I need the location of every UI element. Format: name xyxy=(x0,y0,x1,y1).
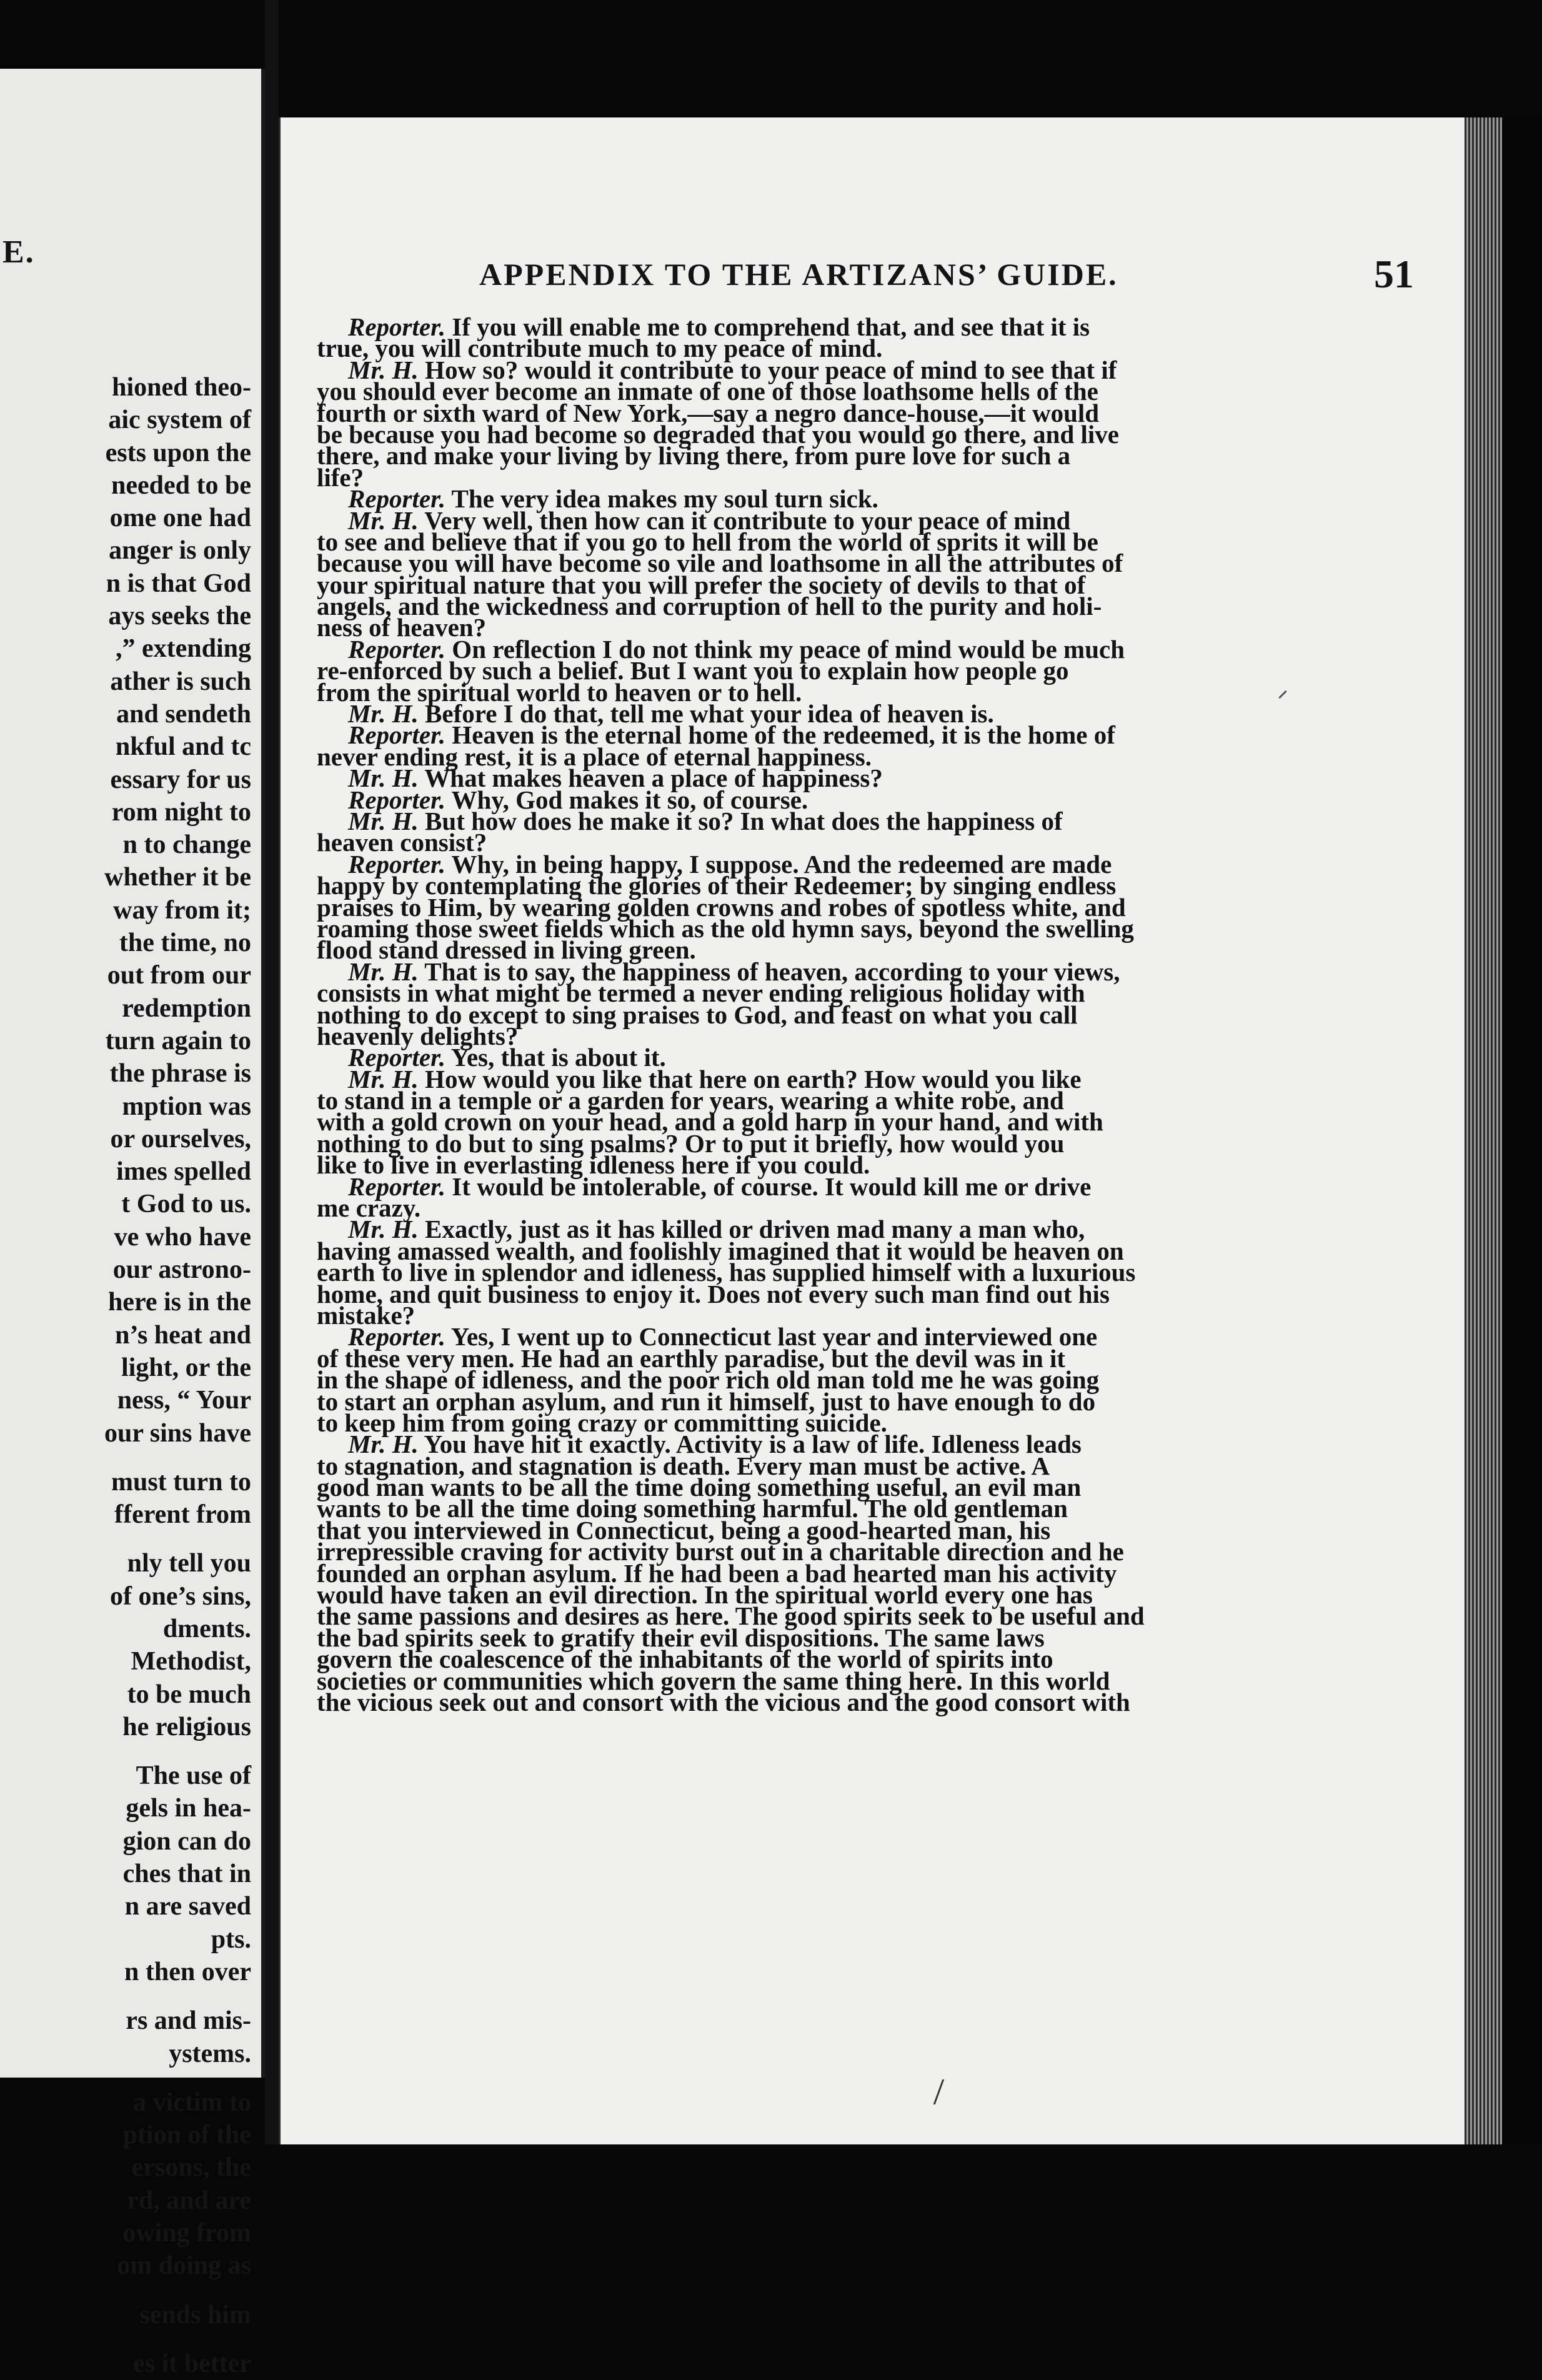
left-page-text-column xyxy=(0,371,251,2380)
page-number: 51 xyxy=(1374,252,1414,296)
left-text-line: ests upon the xyxy=(105,438,251,467)
body-text-line: to start an orphan asylum, and run it himself, just to have enough to do xyxy=(317,1387,1096,1416)
body-text-line: ness of heaven? xyxy=(317,613,487,642)
left-text-line: way from it; xyxy=(113,895,251,925)
body-text-line: nothing to do but to sing psalms? Or to put it briefly, how would you xyxy=(317,1128,1065,1158)
body-text-line: the bad spirits seek to gratify their evil dispositions. The same laws xyxy=(317,1623,1045,1652)
left-page-fragment xyxy=(0,69,265,2378)
speaker-label: Mr. H. xyxy=(348,764,419,793)
body-text-line: there, and make your living by living there, from pure love for such a xyxy=(317,441,1071,471)
body-text-line: with a gold crown on your head, and a gold harp in your hand, and with xyxy=(317,1107,1103,1137)
left-text-line: ystems. xyxy=(169,2039,251,2068)
body-text-line: Mr. H. But how does he make it so? In what does the happiness of xyxy=(348,806,1063,835)
left-text-line: here is in the xyxy=(107,1288,251,1317)
body-text-line: to see and believe that if you go to hell from the world of sprits it will be xyxy=(317,527,1098,556)
page-body-text xyxy=(317,312,1448,1716)
left-text-line: n then over xyxy=(124,1957,251,1986)
body-text-line: like to live in everlasting idleness here if you could. xyxy=(317,1150,870,1180)
left-text-line xyxy=(0,1743,251,1760)
left-text-line: and sendeth xyxy=(116,699,251,729)
left-text-line: ,” extending xyxy=(115,634,251,664)
speaker-label: Mr. H. xyxy=(348,1215,419,1244)
body-text-line: the same passions and desires as here. The good spirits seek to be useful and xyxy=(317,1601,1145,1631)
body-text-line: your spiritual nature that you will prefer the society of devils to that of xyxy=(317,570,1086,599)
body-text-line: flood stand dressed in living green. xyxy=(317,935,696,965)
body-text-line: that you interviewed in Connecticut, being a good-hearted man, his xyxy=(317,1515,1051,1545)
speaker-label: Reporter. xyxy=(348,634,446,664)
body-text-line: founded an orphan asylum. If he had been a bad hearted man his activity xyxy=(317,1558,1117,1588)
body-text-line: Reporter. Yes, that is about it. xyxy=(348,1043,666,1072)
left-text-line: a victim to xyxy=(133,2088,251,2117)
body-text-line: Mr. H. How so? would it contribute to your peace of mind to see that if xyxy=(348,355,1117,384)
speaker-label: Mr. H. xyxy=(348,957,419,986)
body-text-line: roaming those sweet fields which as the old hymn says, beyond the swelling xyxy=(317,914,1134,943)
body-text-line: Reporter. The very idea makes my soul turn sick. xyxy=(348,484,878,514)
left-text-line: sends him xyxy=(139,2300,251,2329)
left-text-line: ption of the xyxy=(122,2121,251,2150)
left-text-line xyxy=(0,1988,251,2004)
left-text-line: whether it be xyxy=(104,863,251,892)
left-text-line: es it better xyxy=(133,2349,251,2378)
body-text-line: heavenly delights? xyxy=(317,1021,519,1050)
left-text-line: or ourselves, xyxy=(110,1124,251,1153)
body-text-line: would have taken an evil direction. In the spiritual world every one has xyxy=(317,1580,1093,1610)
left-text-line: dments. xyxy=(162,1614,251,1643)
left-text-line: gels in hea- xyxy=(126,1794,251,1823)
body-text-line: me crazy. xyxy=(317,1193,421,1223)
left-text-line: n’s heat and xyxy=(115,1320,251,1350)
left-text-line: our astrono- xyxy=(112,1255,251,1285)
body-text-line: be because you had become so degraded that you would go there, and live xyxy=(317,419,1119,449)
body-text-line: Reporter. Yes, I went up to Connecticut last year and interviewed one xyxy=(348,1322,1098,1352)
body-text-line: Mr. H. How would you like that here on earth? How would you like xyxy=(348,1064,1082,1093)
body-text-line: you should ever become an inmate of one of those loathsome hells of the xyxy=(317,377,1098,406)
left-text-line: gion can do xyxy=(122,1826,251,1856)
body-text-line: nothing to do except to sing praises to God, and feast on what you call xyxy=(317,1000,1078,1029)
left-text-line: t God to us. xyxy=(121,1190,251,1219)
body-text-line: wants to be all the time doing something harmful. The old gentleman xyxy=(317,1494,1068,1523)
body-text-line: Reporter. If you will enable me to comprehend that, and see that it is xyxy=(348,312,1090,341)
left-text-line xyxy=(0,2331,251,2348)
left-text-line: The use of xyxy=(136,1761,251,1791)
body-text-line: having amassed wealth, and foolishly imagined that it would be heaven on xyxy=(317,1236,1124,1265)
speaker-label: Mr. H. xyxy=(348,505,419,535)
speaker-label: Reporter. xyxy=(348,785,446,814)
body-text-line: Reporter. Why, God makes it so, of course. xyxy=(348,785,808,814)
speaker-label: Mr. H. xyxy=(348,355,419,384)
body-text-line: of these very men. He had an earthly paradise, but the devil was in it xyxy=(317,1343,1066,1373)
body-text-line: angels, and the wickedness and corruption of hell to the purity and holi- xyxy=(317,592,1102,621)
left-text-line: ches that in xyxy=(122,1860,251,1889)
left-text-line: n are saved xyxy=(124,1892,251,1921)
body-text-line: earth to live in splendor and idleness, has supplied himself with a luxurious xyxy=(317,1258,1136,1287)
speaker-label: Reporter. xyxy=(348,1043,446,1072)
body-text-line: Reporter. Heaven is the eternal home of the redeemed, it is the home of xyxy=(348,720,1115,750)
left-text-line: ome one had xyxy=(109,504,251,533)
left-text-line: om doing as xyxy=(117,2251,251,2281)
body-text-line: Mr. H. Before I do that, tell me what your idea of heaven is. xyxy=(348,699,994,729)
left-text-line: ather is such xyxy=(110,667,251,696)
left-text-line: hioned theo- xyxy=(112,373,251,402)
body-text-line: govern the coalescence of the inhabitants of the world of spirits into xyxy=(317,1645,1053,1674)
body-text-line: irrepressible craving for activity burst out in a charitable direction and he xyxy=(317,1537,1124,1566)
body-text-line: consists in what might be termed a never ending religious holiday with xyxy=(317,978,1085,1008)
left-text-line xyxy=(0,2283,251,2299)
body-text-line: because you will have become so vile and loathsome in all the attributes of xyxy=(317,549,1123,578)
left-text-line: must turn to xyxy=(111,1467,251,1496)
page-edge-shadow xyxy=(1502,117,1542,2144)
left-text-line: n to change xyxy=(122,830,251,860)
left-text-line: our sins have xyxy=(104,1418,251,1448)
body-text-line: true, you will contribute much to my peace of mind. xyxy=(317,334,883,363)
left-text-line: imes spelled xyxy=(116,1157,251,1187)
body-text-line: to stand in a temple or a garden for years, wearing a white robe, and xyxy=(317,1086,1064,1115)
body-text-line: never ending rest, it is a place of eternal happiness. xyxy=(317,742,872,771)
body-text-line: from the spiritual world to heaven or to hell. xyxy=(317,677,802,707)
speaker-label: Reporter. xyxy=(348,849,446,879)
left-text-line: rs and mis- xyxy=(126,2006,251,2036)
body-text-line: to stagnation, and stagnation is death. Every man must be active. A xyxy=(317,1451,1050,1480)
body-text-line: happy by contemplating the glories of their Redeemer; by singing endless xyxy=(317,871,1117,900)
speaker-label: Reporter. xyxy=(348,312,446,341)
body-text-line: fourth or sixth ward of New York,—say a negro dance-house,—it would xyxy=(317,398,1100,427)
body-text-line: re-enforced by such a belief. But I want you to explain how people go xyxy=(317,656,1069,685)
left-text-line: out from our xyxy=(107,961,251,990)
left-text-line: nkful and tc xyxy=(115,732,251,762)
speaker-label: Reporter. xyxy=(348,1172,446,1201)
body-text-line: good man wants to be all the time doing something useful, an evil man xyxy=(317,1473,1082,1502)
body-text-line: societies or communities which govern the same thing here. In this world xyxy=(317,1666,1110,1695)
left-text-line: mption was xyxy=(122,1092,251,1121)
left-text-line: pts. xyxy=(211,1924,251,1954)
body-text-line: mistake? xyxy=(317,1300,415,1330)
left-text-line: the phrase is xyxy=(109,1059,251,1088)
speaker-label: Reporter. xyxy=(348,720,446,750)
left-text-line: light, or the xyxy=(121,1353,251,1382)
left-text-line: redemption xyxy=(122,993,251,1023)
left-text-line: he religious xyxy=(122,1712,251,1741)
left-text-line: of one’s sins, xyxy=(110,1581,251,1611)
speaker-label: Reporter. xyxy=(348,1322,446,1352)
left-text-line: Methodist, xyxy=(131,1647,251,1676)
left-text-line xyxy=(0,1531,251,1547)
body-text-line: Mr. H. You have hit it exactly. Activity is a law of life. Idleness leads xyxy=(348,1430,1082,1459)
body-text-line: Mr. H. Exactly, just as it has killed or driven mad many a man who, xyxy=(348,1215,1085,1244)
body-text-line: the vicious seek out and consort with the vicious and the good consort with xyxy=(317,1688,1130,1716)
left-text-line xyxy=(0,1450,251,1466)
left-text-line: ays seeks the xyxy=(108,602,251,631)
left-text-line: rd, and are xyxy=(127,2186,251,2215)
left-text-line: nly tell you xyxy=(127,1549,251,1578)
body-text-line: Reporter. Why, in being happy, I suppose. And the redeemed are made xyxy=(348,849,1112,879)
body-text-line: Mr. H. That is to say, the happiness of heaven, according to your views, xyxy=(348,957,1120,986)
left-text-line: rom night to xyxy=(111,797,251,827)
speaker-label: Mr. H. xyxy=(348,1064,419,1093)
left-text-line: turn again to xyxy=(105,1026,251,1055)
ink-mark xyxy=(933,2079,956,2104)
page-edges xyxy=(1465,117,1502,2144)
body-text-line: life? xyxy=(317,462,364,492)
left-text-line: ve who have xyxy=(114,1222,251,1252)
body-text-line: in the shape of idleness, and the poor rich old man told me he was going xyxy=(317,1365,1100,1395)
body-text-line: home, and quit business to enjoy it. Does not every such man find out his xyxy=(317,1279,1110,1308)
body-text-line: to keep him from going crazy or committing suicide. xyxy=(317,1408,887,1437)
left-running-head-fragment: E. xyxy=(2,234,35,270)
left-text-line xyxy=(0,2070,251,2086)
left-text-line: owing from xyxy=(122,2219,251,2248)
body-text-line: Reporter. On reflection I do not think my peace of mind would be much xyxy=(348,634,1125,664)
left-text-line: aic system of xyxy=(108,406,251,435)
body-text-line: Reporter. It would be intolerable, of course. It would kill me or drive xyxy=(348,1172,1092,1201)
speaker-label: Reporter. xyxy=(348,484,446,514)
left-text-line: n is that God xyxy=(106,569,251,598)
right-page xyxy=(279,117,1466,2144)
body-text-line: praises to Him, by wearing golden crowns and robes of spotless white, and xyxy=(317,892,1126,922)
left-text-line: the time, no xyxy=(119,929,251,958)
left-text-line: fferent from xyxy=(114,1500,251,1530)
left-text-line: ersons, the xyxy=(131,2153,251,2183)
speaker-label: Mr. H. xyxy=(348,699,419,729)
left-text-line: essary for us xyxy=(110,765,251,794)
left-text-line: anger is only xyxy=(109,536,251,565)
speaker-label: Mr. H. xyxy=(348,806,419,835)
left-text-line: needed to be xyxy=(111,471,251,500)
left-text-line: to be much xyxy=(127,1680,251,1709)
body-text-line: Mr. H. What makes heaven a place of happiness? xyxy=(348,764,883,793)
book-gutter xyxy=(265,0,279,2144)
speaker-label: Mr. H. xyxy=(348,1430,419,1459)
body-text-line: Mr. H. Very well, then how can it contribute to your peace of mind xyxy=(348,505,1071,535)
running-head-title: APPENDIX TO THE ARTIZANS’ GUIDE. xyxy=(479,257,1118,292)
body-text-line: heaven consist? xyxy=(317,828,487,857)
left-text-line: ness, “ Your xyxy=(117,1386,251,1415)
